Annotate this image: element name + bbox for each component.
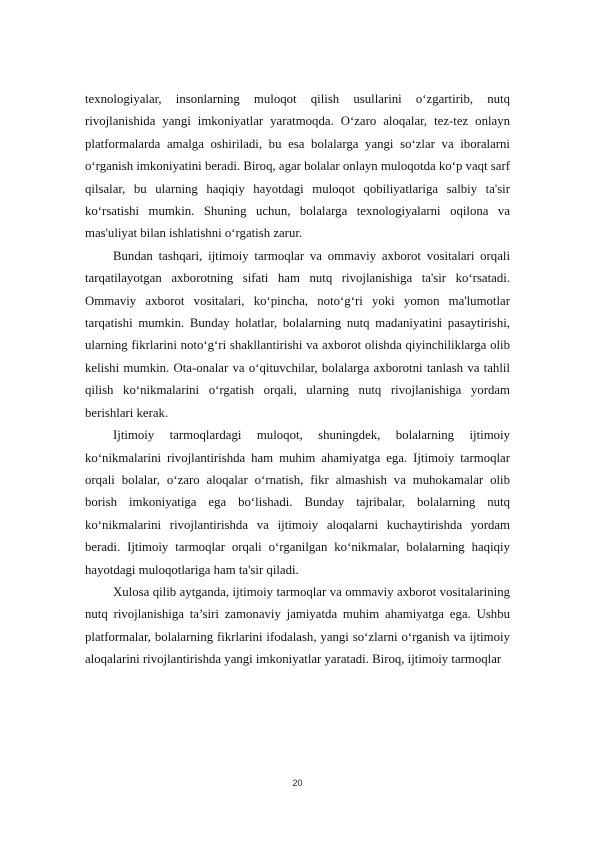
document-body xyxy=(85,88,510,671)
page-number: 20 xyxy=(292,778,303,788)
paragraph-4: Xulosa qilib aytganda, ijtimoiy tarmoqlar va ommaviy axborot vositalarining nutq rivojlanishiga ta’siri zamonaviy jamiyatda muhim ahamiyatga ega. Ushbu platformalar, bolalarning fikrlarini ifodalash, yangi so‘zlarni o‘rganish va ijtimoiy aloqalarini rivojlantirishda yangi imkoniyatlar yaratadi. Biroq, ijtimoiy tarmoqlar xyxy=(85,584,510,667)
paragraph-2: Bundan tashqari, ijtimoiy tarmoqlar va ommaviy axborot vositalari orqali tarqatilayotgan axborotning sifati ham nutq rivojlanishiga ta'sir ko‘rsatadi. Ommaviy axborot vositalari, ko‘pincha, noto‘g‘ri yoki yomon ma'lumotlar tarqatishi mumkin. Bunday holatlar, bolalarning nutq madaniyatini pasaytirishi, ularning fikrlarini noto‘g‘ri shakllantirishi va axborot olishda qiyinchiliklarga olib kelishi mumkin. Ota-onalar va o‘qituvchilar, bolalarga axborotni tanlash va tahlil qilish ko‘nikmalarini o‘rgatish orqali, ularning nutq rivojlanishiga yordam berishlari kerak. xyxy=(85,248,510,420)
paragraph-3: Ijtimoiy tarmoqlardagi muloqot, shuningdek, bolalarning ijtimoiy ko‘nikmalarini rivojlantirishda ham muhim ahamiyatga ega. Ijtimoiy tarmoqlar orqali bolalar, o‘zaro aloqalar o‘rnatish, fikr almashish va muhokamalar olib borish imkoniyatiga ega bo‘lishadi. Bunday tajribalar, bolalarning nutq ko‘nikmalarini rivojlantirishda va ijtimoiy aloqalarni kuchaytirishda yordam beradi. Ijtimoiy tarmoqlar orqali o‘rganilgan ko‘nikmalar, bolalarning haqiqiy hayotdagi muloqotlariga ham ta'sir qiladi. xyxy=(85,428,510,577)
paragraph-1: texnologiyalar, insonlarning muloqot qilish usullarini o‘zgartirib, nutq rivojlanishida yangi imkoniyatlar yaratmoqda. O‘zaro aloqalar, tez-tez onlayn platformalarda amalga oshiriladi, bu esa bolalarga yangi so‘zlar va iboralarni o‘rganish imkoniyatini beradi. Biroq, agar bolalar onlayn muloqotda ko‘p vaqt sarf qilsalar, bu ularning haqiqiy hayotdagi muloqot qobiliyatlariga salbiy ta'sir ko‘rsatishi mumkin. Shuning uchun, bolalarga texnologiyalarni oqilona va mas'uliyat bilan ishlatishni o‘rgatish zarur. xyxy=(85,92,510,241)
